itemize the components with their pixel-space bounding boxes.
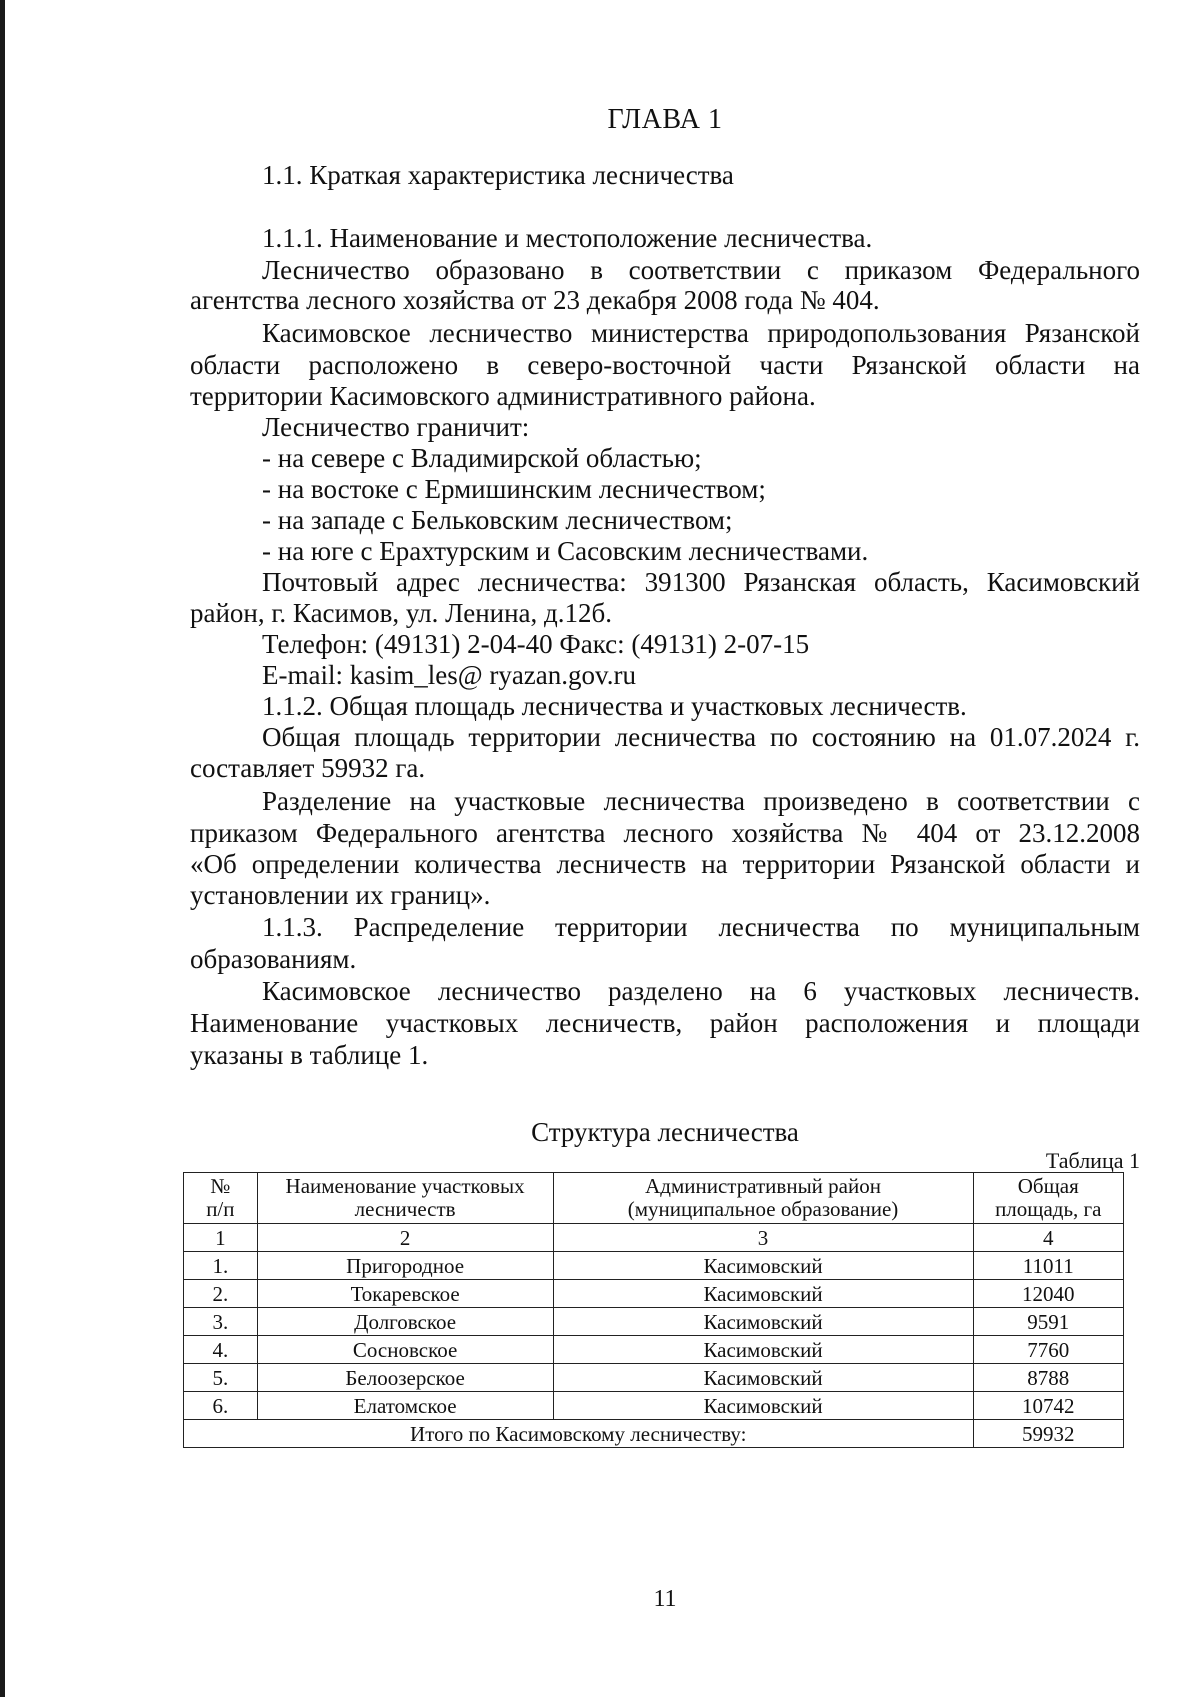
section-heading-1-1-1: 1.1.1. Наименование и местоположение лесничества. <box>262 223 873 253</box>
paragraph-line: области расположено в северо-восточной части Рязанской области на <box>190 350 1140 380</box>
table-row <box>184 1308 1124 1336</box>
cell-name: Белоозерское <box>257 1364 553 1392</box>
section-heading-1-1-2: 1.1.2. Общая площадь лесничества и участковых лесничеств. <box>262 691 967 721</box>
column-number: 4 <box>973 1224 1123 1252</box>
cell-district: Касимовский <box>553 1280 973 1308</box>
cell-num: 1. <box>184 1252 258 1280</box>
header-line: Наименование участковых <box>285 1174 525 1198</box>
cell-area: 10742 <box>973 1392 1123 1420</box>
header-area <box>973 1173 1123 1224</box>
cell-district: Касимовский <box>553 1336 973 1364</box>
cell-num: 3. <box>184 1308 258 1336</box>
cell-area: 7760 <box>973 1336 1123 1364</box>
cell-area: 9591 <box>973 1308 1123 1336</box>
cell-district: Касимовский <box>553 1392 973 1420</box>
cell-area: 8788 <box>973 1364 1123 1392</box>
address-line: Почтовый адрес лесничества: 391300 Рязанская область, Касимовский <box>262 567 1140 597</box>
header-line: Общая <box>1017 1174 1079 1198</box>
header-line: Административный район <box>645 1174 881 1198</box>
table-title: Структура лесничества <box>531 1117 799 1147</box>
paragraph-line: Касимовское лесничество разделено на 6 участковых лесничеств. <box>262 976 1140 1006</box>
border-item: - на востоке с Ермишинским лесничеством; <box>262 474 766 504</box>
cell-num: 6. <box>184 1392 258 1420</box>
cell-num: 2. <box>184 1280 258 1308</box>
header-num <box>184 1173 258 1224</box>
cell-name: Токаревское <box>257 1280 553 1308</box>
paragraph-line: Общая площадь территории лесничества по состоянию на 01.07.2024 г. <box>262 722 1140 752</box>
cell-name: Сосновское <box>257 1336 553 1364</box>
table-label: Таблица 1 <box>1045 1148 1140 1173</box>
border-item: - на севере с Владимирской областью; <box>262 443 702 473</box>
cell-district: Касимовский <box>553 1308 973 1336</box>
paragraph-line: Наименование участковых лесничеств, район расположения и площади <box>190 1008 1140 1038</box>
table-row <box>184 1392 1124 1420</box>
cell-name: Пригородное <box>257 1252 553 1280</box>
border-item: - на юге с Ерахтурским и Сасовским лесничествами. <box>262 536 869 566</box>
paragraph-line: составляет 59932 га. <box>190 753 426 783</box>
header-name <box>257 1173 553 1224</box>
paragraph-line: приказом Федерального агентства лесного хозяйства № 404 от 23.12.2008 <box>190 818 1140 848</box>
paragraph-line: Разделение на участковые лесничества произведено в соответствии с <box>262 786 1140 816</box>
column-number: 3 <box>553 1224 973 1252</box>
total-label: Итого по Касимовскому лесничеству: <box>184 1420 974 1448</box>
paragraph-line: установлении их границ». <box>190 880 491 910</box>
table-row <box>184 1252 1124 1280</box>
paragraph-line: агентства лесного хозяйства от 23 декабря 2008 года № 404. <box>190 285 880 315</box>
forestry-structure-table <box>183 1172 1124 1448</box>
section-heading-1-1: 1.1. Краткая характеристика лесничества <box>262 160 734 190</box>
paragraph-line: территории Касимовского административного района. <box>190 381 816 411</box>
cell-area: 11011 <box>973 1252 1123 1280</box>
table-row <box>184 1280 1124 1308</box>
paragraph-line: указаны в таблице 1. <box>190 1040 429 1070</box>
header-line: (муниципальное образование) <box>627 1197 899 1221</box>
header-line: п/п <box>206 1197 235 1221</box>
section-heading-1-1-3: 1.1.3. Распределение территории лесничества по муниципальным <box>262 912 1140 942</box>
page-number: 11 <box>653 1586 677 1612</box>
cell-name: Елатомское <box>257 1392 553 1420</box>
table-total-row <box>184 1420 1124 1448</box>
paragraph-line: «Об определении количества лесничеств на территории Рязанской области и <box>190 849 1140 879</box>
borders-intro: Лесничество граничит: <box>262 412 530 442</box>
header-district <box>553 1173 973 1224</box>
table-header-row <box>184 1173 1124 1224</box>
table-row <box>184 1336 1124 1364</box>
section-heading-1-1-3-cont: образованиям. <box>190 944 357 974</box>
paragraph-line: Касимовское лесничество министерства природопользования Рязанской <box>262 318 1140 348</box>
total-value: 59932 <box>973 1420 1123 1448</box>
column-number: 1 <box>184 1224 258 1252</box>
paragraph-line: Лесничество образовано в соответствии с приказом Федерального <box>262 255 1140 285</box>
cell-area: 12040 <box>973 1280 1123 1308</box>
table-row <box>184 1364 1124 1392</box>
address-line: район, г. Касимов, ул. Ленина, д.12б. <box>190 598 613 628</box>
header-line: площадь, га <box>995 1197 1102 1221</box>
cell-num: 4. <box>184 1336 258 1364</box>
cell-name: Долговское <box>257 1308 553 1336</box>
border-item: - на западе с Бельковским лесничеством; <box>262 505 733 535</box>
cell-num: 5. <box>184 1364 258 1392</box>
email: E-mail: kasim_les@ ryazan.gov.ru <box>262 660 637 690</box>
chapter-title: ГЛАВА 1 <box>607 104 723 135</box>
column-number: 2 <box>257 1224 553 1252</box>
header-line: № <box>210 1174 231 1198</box>
header-line: лесничеств <box>354 1197 456 1221</box>
phone-fax: Телефон: (49131) 2-04-40 Факс: (49131) 2-07-15 <box>262 629 810 659</box>
cell-district: Касимовский <box>553 1252 973 1280</box>
cell-district: Касимовский <box>553 1364 973 1392</box>
column-number-row <box>184 1224 1124 1252</box>
